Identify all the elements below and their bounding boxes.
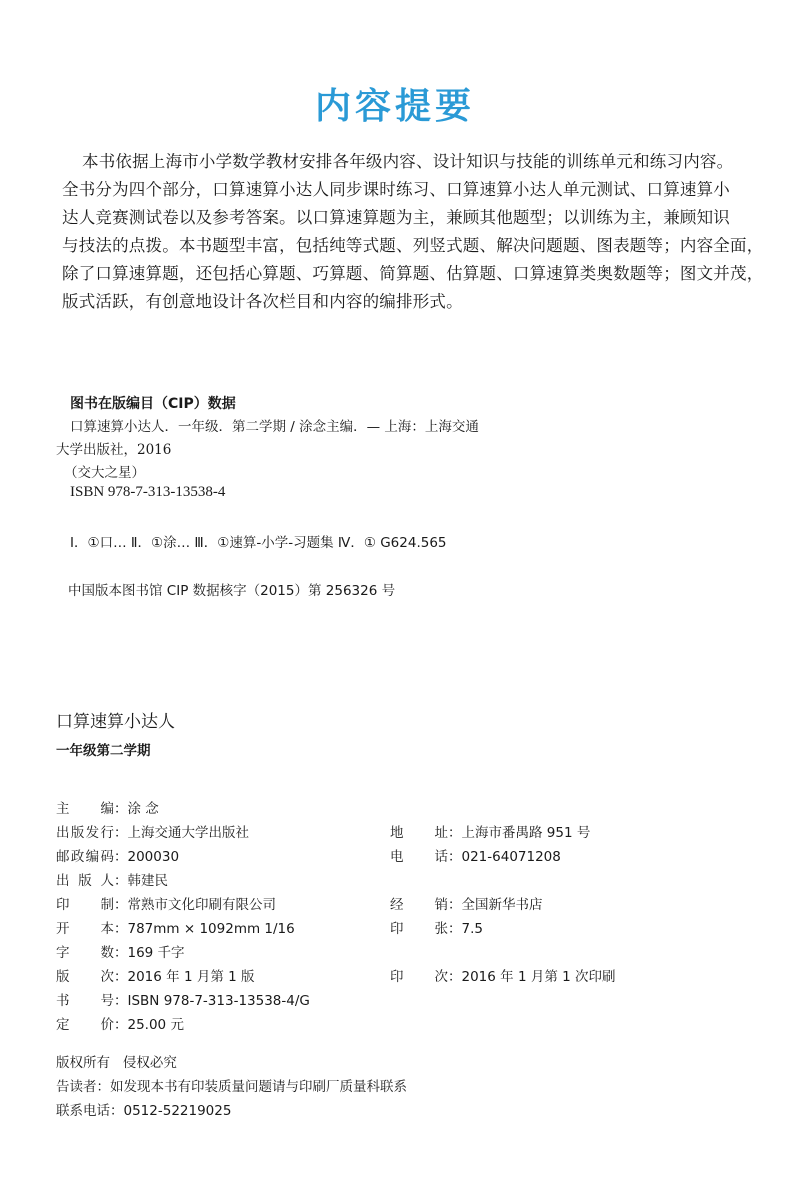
summary-line: 达人竞赛测试卷以及参考答案。以口算速算题为主，兼顾其他题型；以训练为主，兼顾知识 bbox=[62, 208, 730, 227]
rights-notice: 版权所有 侵权必究 bbox=[56, 1055, 177, 1071]
cip-heading: 图书在版编目（CIP）数据 bbox=[70, 396, 236, 412]
isbn-line: ISBN 978-7-313-13538-4 bbox=[70, 484, 226, 500]
reader-notice: 告读者：如发现本书有印装质量问题请与印刷厂质量科联系 bbox=[56, 1079, 407, 1095]
summary-line: 全书分为四个部分，口算速算小达人同步课时练习、口算速算小达人单元测试、口算速算小 bbox=[62, 180, 730, 199]
info-row: 地址：上海市番禺路 951 号 bbox=[390, 825, 591, 841]
info-row: 字数：169 千字 bbox=[56, 945, 185, 961]
info-row: 出版发行：上海交通大学出版社 bbox=[56, 825, 249, 841]
classification-line: Ⅰ．①口… Ⅱ．①涂… Ⅲ．①速算-小学-习题集 Ⅳ．① G624.565 bbox=[70, 535, 447, 551]
summary-line: 除了口算速算题，还包括心算题、巧算题、简算题、估算题、口算速算类奥数题等；图文并茂， bbox=[62, 264, 764, 283]
info-row: 开本：787mm × 1092mm 1/16 bbox=[56, 921, 295, 937]
summary-line: 与技法的点拨。本书题型丰富，包括纯等式题、列竖式题、解决问题题、图表题等；内容全面， bbox=[62, 236, 764, 255]
info-row: 出版人：韩建民 bbox=[56, 873, 168, 889]
info-row: 主编：涂 念 bbox=[56, 801, 159, 817]
info-row: 印张：7.5 bbox=[390, 921, 483, 937]
info-row: 邮政编码：200030 bbox=[56, 849, 180, 865]
info-row: 版次：2016 年 1 月第 1 版 bbox=[56, 969, 255, 985]
summary-line: 版式活跃，有创意地设计各次栏目和内容的编排形式。 bbox=[62, 292, 463, 311]
summary-line: 本书依据上海市小学数学教材安排各年级内容、设计知识与技能的训练单元和练习内容。 bbox=[82, 152, 734, 171]
info-row: 书号：ISBN 978-7-313-13538-4/G bbox=[56, 993, 310, 1009]
info-row: 印制：常熟市文化印刷有限公司 bbox=[56, 897, 276, 913]
contact-phone: 联系电话：0512-52219025 bbox=[56, 1103, 232, 1119]
info-row: 印次：2016 年 1 月第 1 次印刷 bbox=[390, 969, 616, 985]
cip-record: 中国版本图书馆 CIP 数据核字（2015）第 256326 号 bbox=[68, 583, 396, 599]
cip-line: 口算速算小达人．一年级．第二学期 / 涂念主编．— 上海：上海交通 bbox=[70, 419, 479, 435]
page-title: 内容提要 bbox=[314, 86, 475, 127]
info-row: 经销：全国新华书店 bbox=[390, 897, 543, 913]
cip-line: （交大之星） bbox=[64, 465, 145, 481]
book-subtitle: 一年级第二学期 bbox=[56, 743, 151, 759]
info-row: 电话：021-64071208 bbox=[390, 849, 561, 865]
info-row: 定价：25.00 元 bbox=[56, 1017, 184, 1033]
book-title: 口算速算小达人 bbox=[56, 712, 175, 732]
cip-line: 大学出版社，2016 bbox=[56, 442, 172, 458]
